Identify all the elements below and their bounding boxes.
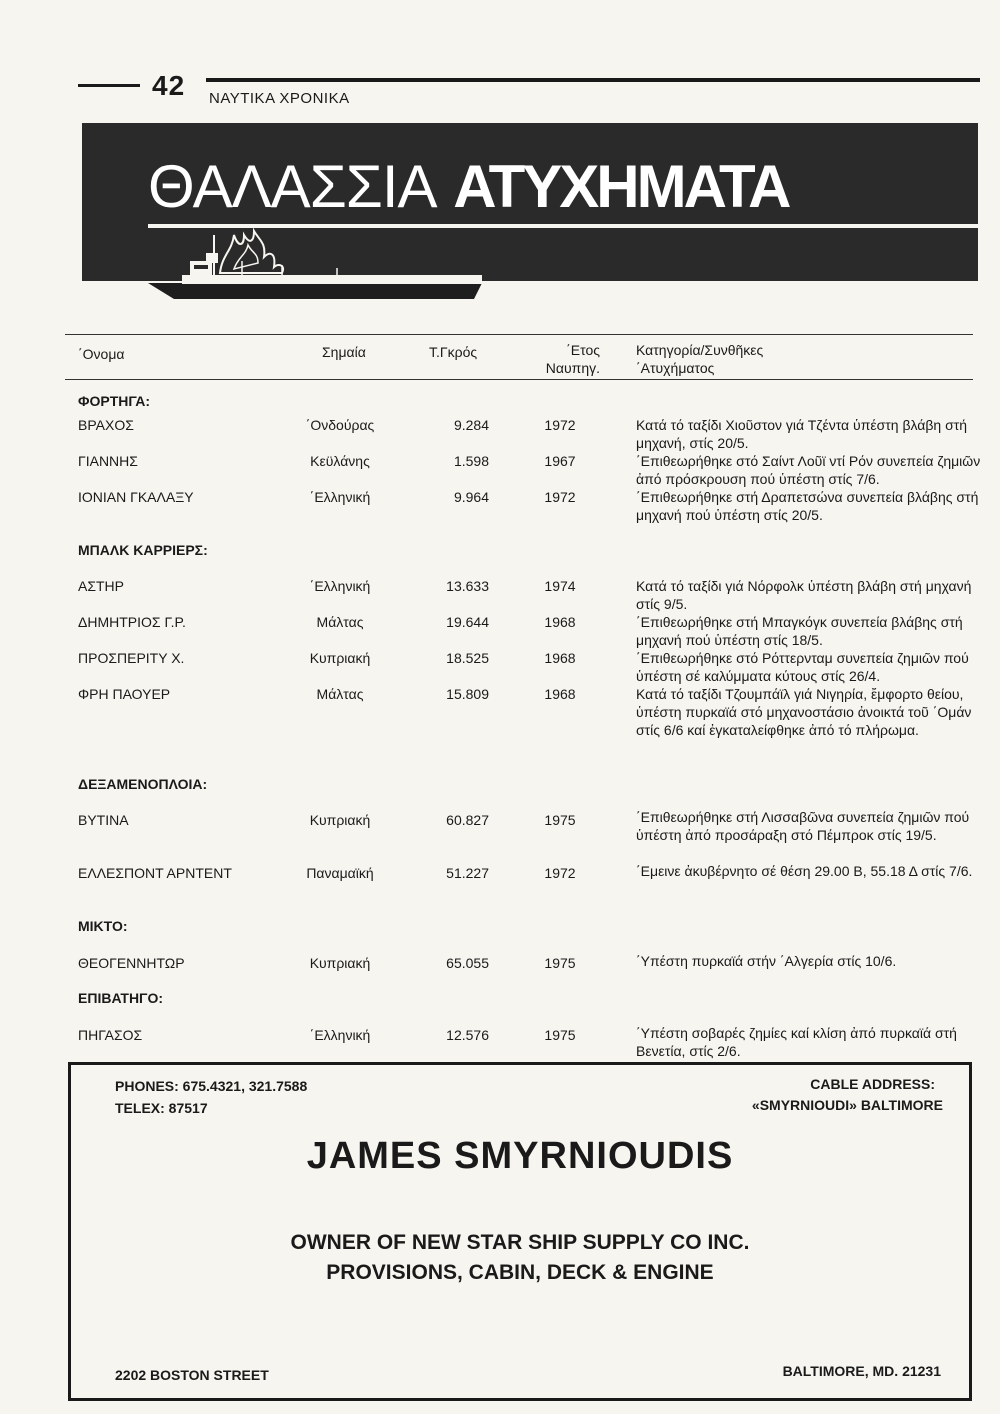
- col-header-flag: Σημαία: [322, 344, 366, 360]
- incident-description: ΄Επιθεωρήθηκε στή Μπαγκόγκ συνεπεία βλάβης στή μηχανή πού ὑπέστη στίς 18/5.: [636, 614, 963, 648]
- category-label: ΜΙΚΤΟ:: [78, 918, 128, 934]
- ship-name: ΔΗΜΗΤΡΙΟΣ Γ.Ρ.: [78, 614, 186, 630]
- ship-flag: Κυπριακή: [309, 955, 371, 971]
- ship-year: 1972: [544, 489, 576, 505]
- incident-description: ΄Επιθεωρήθηκε στή Δραπετσώνα συνεπεία βλάβης στή μηχανή πού ὑπέστη στίς 20/5.: [636, 489, 979, 523]
- incident-description: Κατά τό ταξίδι Τζουμπάϊλ γιά Νιγηρία, ἔμφορτο θείου, ὑπέστη πυρκαϊά στό μηχανοστάσιο ἀνοικτά τοῦ ΄Ομάν στίς 6/6 καί ἐγκαταλείφθηκε ἀπό τό πλήρωμα.: [636, 686, 972, 738]
- ship-year: 1975: [544, 812, 576, 828]
- header-rule-right: [206, 78, 980, 82]
- ship-year: 1972: [544, 417, 576, 433]
- ad-company-name: JAMES SMYRNIOUDIS: [306, 1135, 734, 1177]
- ship-flag: Κυπριακή: [309, 812, 371, 828]
- ship-grt: 18.525: [446, 650, 489, 666]
- ship-year: 1975: [544, 1027, 576, 1043]
- ship-year: 1968: [544, 614, 576, 630]
- ship-name: ΠΡΟΣΠΕΡΙΤΥ Χ.: [78, 650, 185, 666]
- ship-year: 1968: [544, 650, 576, 666]
- category-label: ΕΠΙΒΑΤΗΓΟ:: [78, 990, 164, 1006]
- ship-flag: ΄Ελληνική: [309, 1027, 371, 1043]
- ad-street: 2202 BOSTON STREET: [115, 1367, 269, 1383]
- incident-description: ΄Επιθεωρήθηκε στή Λισσαβῶνα συνεπεία ζημιῶν πού ὑπέστη ἀπό προσάραξη στό Πέμπροκ στίς 19/5.: [636, 809, 970, 843]
- ship-grt: 1.598: [453, 453, 489, 469]
- ad-cable-value: «SMYRNIOUDI» BALTIMORE: [751, 1097, 943, 1113]
- ship-flag: ΄Ελληνική: [309, 578, 371, 594]
- category-label: ΦΟΡΤΗΓΑ:: [78, 393, 151, 409]
- advertisement: [68, 1062, 972, 1401]
- ship-name: ΑΣΤΗΡ: [78, 578, 124, 594]
- ship-grt: 9.964: [453, 489, 489, 505]
- col-header-year-1: ΄Ετος: [566, 342, 600, 358]
- ship-year: 1974: [544, 578, 576, 594]
- ship-grt: 12.576: [446, 1027, 489, 1043]
- ship-year: 1967: [544, 453, 576, 469]
- category-label: ΜΠΑΛΚ ΚΑΡΡΙΕΡΣ:: [78, 542, 208, 558]
- ad-cable-label: CABLE ADDRESS:: [810, 1076, 935, 1092]
- incident-description: Κατά τό ταξίδι γιά Νόρφολκ ὑπέστη βλάβη στή μηχανή στίς 9/5.: [636, 578, 972, 612]
- page-header: [78, 70, 980, 110]
- ship-grt: 51.227: [446, 865, 489, 881]
- ship-grt: 9.284: [453, 417, 489, 433]
- ship-name: ΙΟΝΙΑΝ ΓΚΑΛΑΞΥ: [78, 489, 194, 505]
- page-number: 42: [152, 70, 186, 101]
- ship-grt: 19.644: [446, 614, 489, 630]
- ship-name: ΠΗΓΑΣΟΣ: [78, 1027, 143, 1043]
- ship-year: 1975: [544, 955, 576, 971]
- incident-description: ΄Εμεινε ἀκυβέρνητο σέ θέση 29.00 Β, 55.18 Δ στίς 7/6.: [636, 863, 973, 879]
- ship-name: ΓΙΑΝΝΗΣ: [78, 453, 138, 469]
- table-top-rule: [65, 334, 973, 335]
- banner-title-light: ΘΑΛΑΣΣΙΑ: [148, 153, 437, 220]
- col-header-desc-2: ΄Ατυχήματος: [636, 360, 715, 376]
- ship-year: 1972: [544, 865, 576, 881]
- ship-name: ΒΡΑΧΟΣ: [78, 417, 134, 433]
- incident-description: ΄Υπέστη σοβαρές ζημίες καί κλίση ἀπό πυρκαϊά στή Βενετία, στίς 2/6.: [636, 1025, 957, 1059]
- col-header-year-2: Ναυπηγ.: [545, 360, 600, 376]
- incident-description: Κατά τό ταξίδι Χιοῦστον γιά Τζέντα ὑπέστη βλάβη στή μηχανή, στίς 20/5.: [636, 417, 968, 451]
- ship-flag: ΄Ονδούρας: [305, 417, 375, 433]
- incident-description: ΄Επιθεωρήθηκε στό Σαίντ Λοῦϊ ντί Ρόν συνεπεία ζημιῶν ἀπό πρόσκρουση πού ὑπέστη στίς 7/6.: [636, 453, 981, 487]
- ad-tagline-2: PROVISIONS, CABIN, DECK & ENGINE: [326, 1261, 714, 1284]
- banner-title-bold: ΑΤΥΧΗΜΑΤΑ: [453, 153, 789, 220]
- incident-description: ΄Επιθεωρήθηκε στό Ρόττερνταμ συνεπεία ζημιῶν πού ὑπέστη σέ καλύμματα κύτους στίς 26/4.: [636, 650, 969, 684]
- ship-grt: 65.055: [446, 955, 489, 971]
- ship-name: ΕΛΛΕΣΠΟΝΤ ΑΡΝΤΕΝΤ: [78, 865, 232, 881]
- header-rule-left: [78, 84, 140, 87]
- ship-flag: Παναμαϊκή: [306, 865, 374, 881]
- ship-grt: 15.809: [446, 686, 489, 702]
- ship-grt: 60.827: [446, 812, 489, 828]
- ship-name: ΦΡΗ ΠΑΟΥΕΡ: [78, 686, 171, 702]
- col-header-name: ΄Ονομα: [78, 346, 125, 362]
- incident-description: ΄Υπέστη πυρκαϊά στήν ΄Αλγερία στίς 10/6.: [636, 953, 897, 969]
- ad-phones: PHONES: 675.4321, 321.7588: [115, 1078, 308, 1094]
- table-header-rule: [65, 379, 973, 380]
- ship-flag: ΄Ελληνική: [309, 489, 371, 505]
- col-header-grt: Τ.Γκρός: [429, 344, 478, 360]
- ship-grt: 13.633: [446, 578, 489, 594]
- ad-telex: TELEX: 87517: [115, 1100, 208, 1116]
- ship-flag: Κυπριακή: [309, 650, 371, 666]
- section-banner: [82, 123, 978, 303]
- ad-tagline-1: OWNER OF NEW STAR SHIP SUPPLY CO INC.: [290, 1231, 750, 1254]
- category-label: ΔΕΞΑΜΕΝΟΠΛΟΙΑ:: [78, 776, 208, 792]
- ad-city: BALTIMORE, MD. 21231: [782, 1363, 941, 1379]
- ship-name: ΒΥΤΙΝΑ: [78, 812, 129, 828]
- magazine-title: ΝΑΥΤΙΚΑ ΧΡΟΝΙΚΑ: [209, 90, 350, 107]
- ship-flag: Μάλτας: [316, 686, 364, 702]
- ship-year: 1968: [544, 686, 576, 702]
- col-header-desc-1: Κατηγορία/Συνθῆκες: [636, 342, 764, 358]
- ship-name: ΘΕΟΓΕΝΝΗΤΩΡ: [78, 955, 185, 971]
- ship-flag: Κεϋλάνης: [310, 453, 370, 469]
- ship-flag: Μάλτας: [316, 614, 364, 630]
- burning-ship-illustration: [82, 123, 978, 303]
